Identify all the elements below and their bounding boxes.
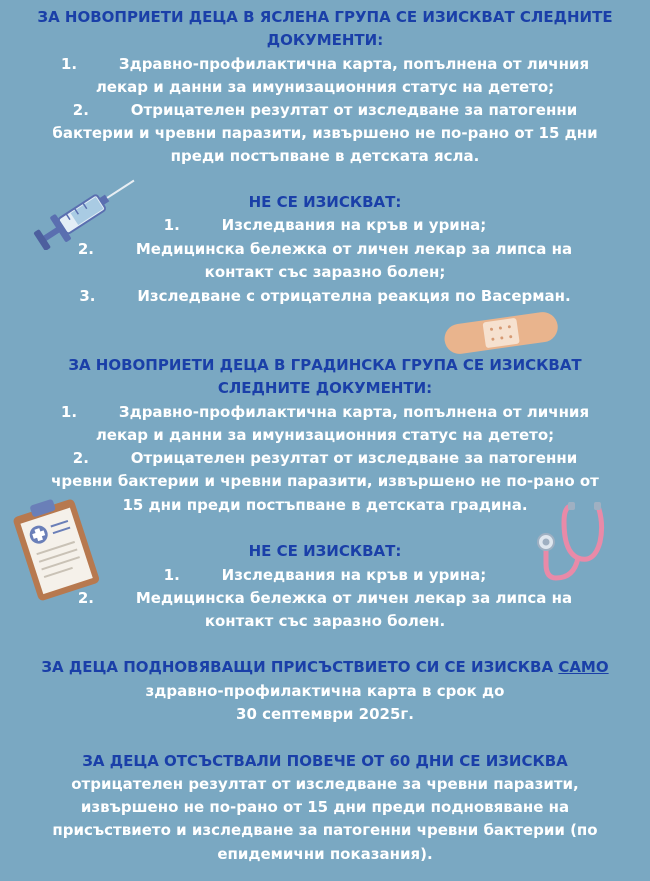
section4-heading: НЕ СЕ ИЗИСКВАТ: [248,542,402,560]
item-number: 1. [60,55,78,73]
section2-item2-line1: 2. Медицинска бележка от личен лекар за липса на [0,238,650,261]
section1-item2-line2: бактерии и чревни паразити, извършено не по-рано от 15 дни [52,124,598,142]
section2-heading: НЕ СЕ ИЗИСКВАТ: [248,193,402,211]
section5-line1: здравно-профилактична карта в срок до [145,682,505,700]
section1-item2-line3: преди постъпване в детската ясла. [170,147,480,165]
section2-item2-line2: контакт със заразно болен; [204,263,446,281]
clipboard-icon [6,494,106,604]
section1-item1-line2: лекар и данни за имунизационния статус на детето; [95,78,555,96]
section5-line2: 30 септември 2025г. [236,705,414,723]
section3-item2-line1: 2. Отрицателен резултат от изследване за патогенни [0,447,650,470]
section6-line2: извършено не по-рано от 15 дни преди подновяване на [80,798,570,816]
item-number: 1. [163,216,180,234]
bandage-icon [438,308,564,356]
item-number: 2. [72,449,89,467]
syringe-icon [28,172,146,250]
section1-item1-line1: 1. Здравно-профилактична карта, попълнена от личния [0,53,650,76]
item-number: 1. [163,566,180,584]
section6-line3: присъствието и изследване за патогенни чревни бактерии (по [52,821,598,839]
item-number: 1. [60,403,78,421]
section6-line4: епидемични показания). [217,845,433,863]
section5-heading: ЗА ДЕЦА ПОДНОВЯВАЩИ ПРИСЪСТВИЕТО СИ СЕ ИЗИСКВА САМО [41,658,609,676]
section1-item2-line1: 2. Отрицателен резултат от изследване за патогенни [0,99,650,122]
section2-item3: 3. Изследване с отрицателна реакция по Васерман. [0,285,650,308]
item-number: 3. [79,287,96,305]
item-number: 2. [72,101,89,119]
section4-item2-line1: 2. Медицинска бележка от личен лекар за липса на [0,587,650,610]
section3-heading-line2: СЛЕДНИТЕ ДОКУМЕНТИ: [217,379,433,397]
section3-item2-line2: чревни бактерии и чревни паразити, извършено не по-рано от [51,472,599,490]
section3-item1-line1: 1. Здравно-профилактична карта, попълнена от личния [0,401,650,424]
section4-item1: 1. Изследвания на кръв и урина; [0,564,650,587]
section3-item1-line2: лекар и данни за имунизационния статус на детето; [95,426,555,444]
item-number: 2. [77,589,95,607]
underlined-word: САМО [558,658,609,676]
item-number: 2. [77,240,95,258]
section6-heading: ЗА ДЕЦА ОТСЪСТВАЛИ ПОВЕЧЕ ОТ 60 ДНИ СЕ ИЗИСКВА [82,752,568,770]
section1-heading-line2: ДОКУМЕНТИ: [266,31,384,49]
section6-line1: отрицателен резултат от изследване за чревни паразити, [71,775,579,793]
stethoscope-icon [528,500,610,586]
section2-item1: 1. Изследвания на кръв и урина; [0,214,650,237]
section4-item2-line2: контакт със заразно болен. [204,612,446,630]
section3-heading-line1: ЗА НОВОПРИЕТИ ДЕЦА В ГРАДИНСКА ГРУПА СЕ ИЗИСКВАТ [68,356,582,374]
section3-item2-line3: 15 дни преди постъпване в детската градина. [122,496,528,514]
section1-heading-line1: ЗА НОВОПРИЕТИ ДЕЦА В ЯСЛЕНА ГРУПА СЕ ИЗИСКВАТ СЛЕДНИТЕ [37,8,613,26]
